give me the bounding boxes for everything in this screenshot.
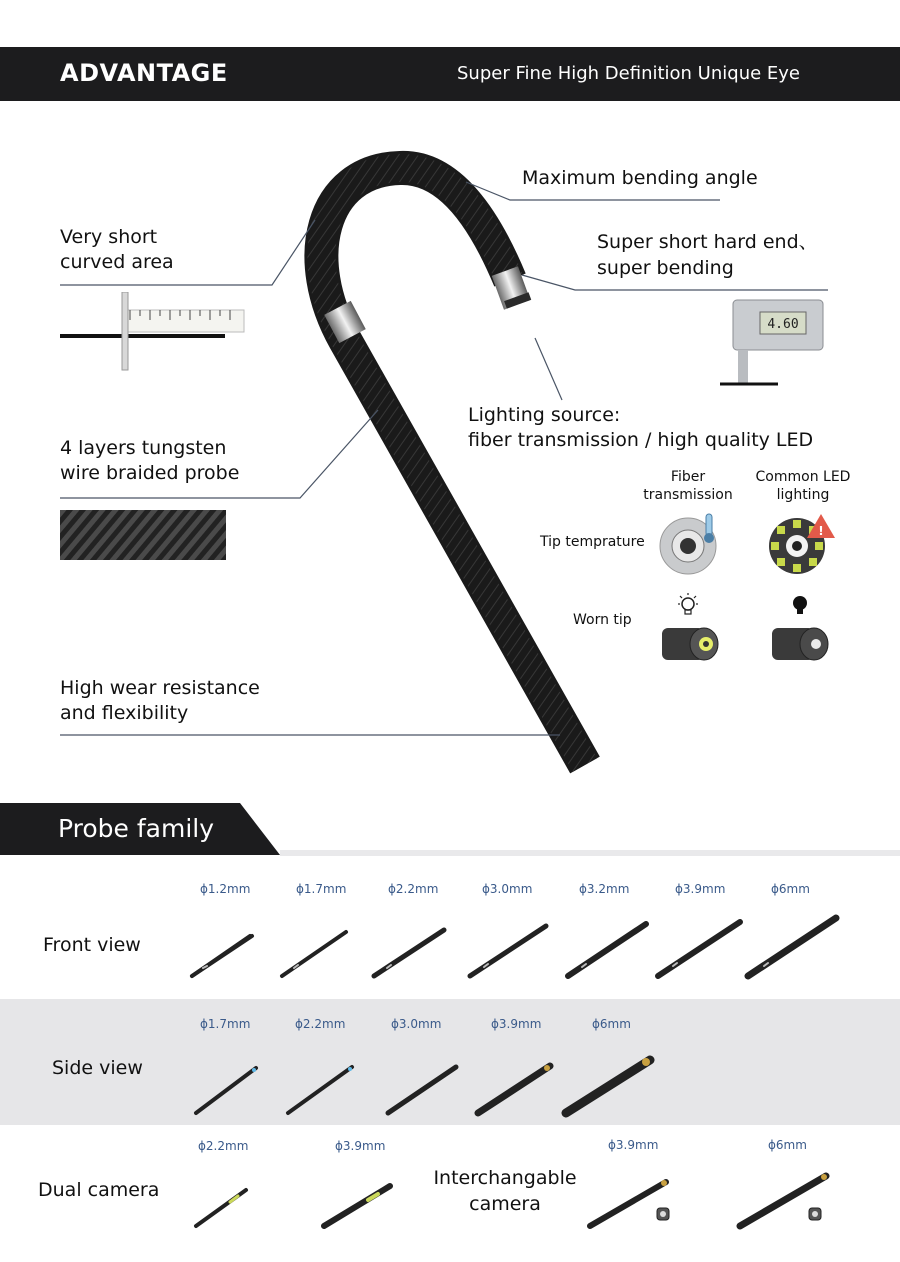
front-probe-3-body [374,930,444,976]
interchange-dia-2: ϕ6mm [768,1138,807,1152]
lighting-label-2: fiber transmission / high quality LED [468,429,814,451]
front-probe-4-body [470,926,546,976]
front-view-label: Front view [43,934,141,956]
wear-label-1: High wear resistance [60,677,260,699]
front-probe-5-body [568,924,646,976]
lightbulb-outline-icon [676,592,700,618]
caliper-photo [718,292,828,392]
probe-family-drawings [0,900,900,1240]
side-camera-5 [642,1058,650,1066]
side-view-label: Side view [52,1057,143,1079]
hard-end-label-2: super bending [597,257,734,279]
interchange-probe-1-body [590,1182,666,1226]
led-tip-icon [765,512,837,576]
side-dia-4: ϕ3.9mm [491,1017,542,1031]
dual-camera-2-window [368,1194,378,1200]
side-camera-4 [544,1065,550,1071]
fiber-worn-tip-photo [660,622,720,666]
side-dia-5: ϕ6mm [592,1017,631,1031]
dual-dia-1: ϕ2.2mm [198,1139,249,1153]
ruler-photo [60,292,252,372]
front-dia-1: ϕ1.2mm [200,882,251,896]
front-probe-6-body [658,922,740,976]
svg-text:!: ! [818,524,824,538]
fiber-tip-icon [658,512,722,576]
front-dia-7: ϕ6mm [771,882,810,896]
side-probe-3-body [388,1067,456,1113]
hard-end-label-1: Super short hard end、 [597,231,818,253]
row-tip-temp-label: Tip temprature [540,534,645,550]
header-subtitle: Super Fine High Definition Unique Eye [457,63,800,84]
front-probe-7-body [748,918,836,976]
interchangeable-camera-label: Interchangable camera [433,1167,577,1215]
col-led-header: Common LED lighting [755,469,851,503]
side-probe-1-body [196,1068,256,1113]
side-camera-2 [348,1067,352,1071]
front-probe-2-body [282,932,346,976]
dual-camera-label: Dual camera [38,1179,160,1201]
wear-label-2: and flexibility [60,702,189,724]
lighting-label-1: Lighting source: [468,404,621,426]
short-curved-label-1: Very short [60,226,158,248]
tungsten-label-2: wire braided probe [60,462,240,484]
front-probe-1-body [192,936,252,976]
short-curved-label-2: curved area [60,251,174,273]
side-probe-4-body [478,1066,550,1113]
caliper-reading: 4.60 [767,317,799,332]
interchange-dia-1: ϕ3.9mm [608,1138,659,1152]
tungsten-label-1: 4 layers tungsten [60,437,227,459]
led-worn-tip-photo [770,622,830,666]
side-dia-1: ϕ1.7mm [200,1017,251,1031]
max-bending-label: Maximum bending angle [522,167,758,189]
front-dia-2: ϕ1.7mm [296,882,347,896]
front-dia-4: ϕ3.0mm [482,882,533,896]
col-fiber-header: Fiber transmission [643,469,733,503]
side-camera-1 [252,1068,256,1072]
header-title: ADVANTAGE [60,59,228,87]
side-probe-2-body [288,1067,352,1113]
interchangeable-camera-heads [657,1208,821,1220]
side-probe-5-body [566,1060,650,1113]
row-worn-tip-label: Worn tip [573,612,632,628]
front-dia-5: ϕ3.2mm [579,882,630,896]
side-dia-3: ϕ3.0mm [391,1017,442,1031]
front-dia-6: ϕ3.9mm [675,882,726,896]
lightbulb-filled-icon [788,592,812,618]
side-dia-2: ϕ2.2mm [295,1017,346,1031]
front-dia-3: ϕ2.2mm [388,882,439,896]
dual-probe-2-body [324,1186,390,1226]
probe-family-title: Probe family [58,814,215,843]
braided-probe-photo [60,510,226,560]
dual-dia-2: ϕ3.9mm [335,1139,386,1153]
